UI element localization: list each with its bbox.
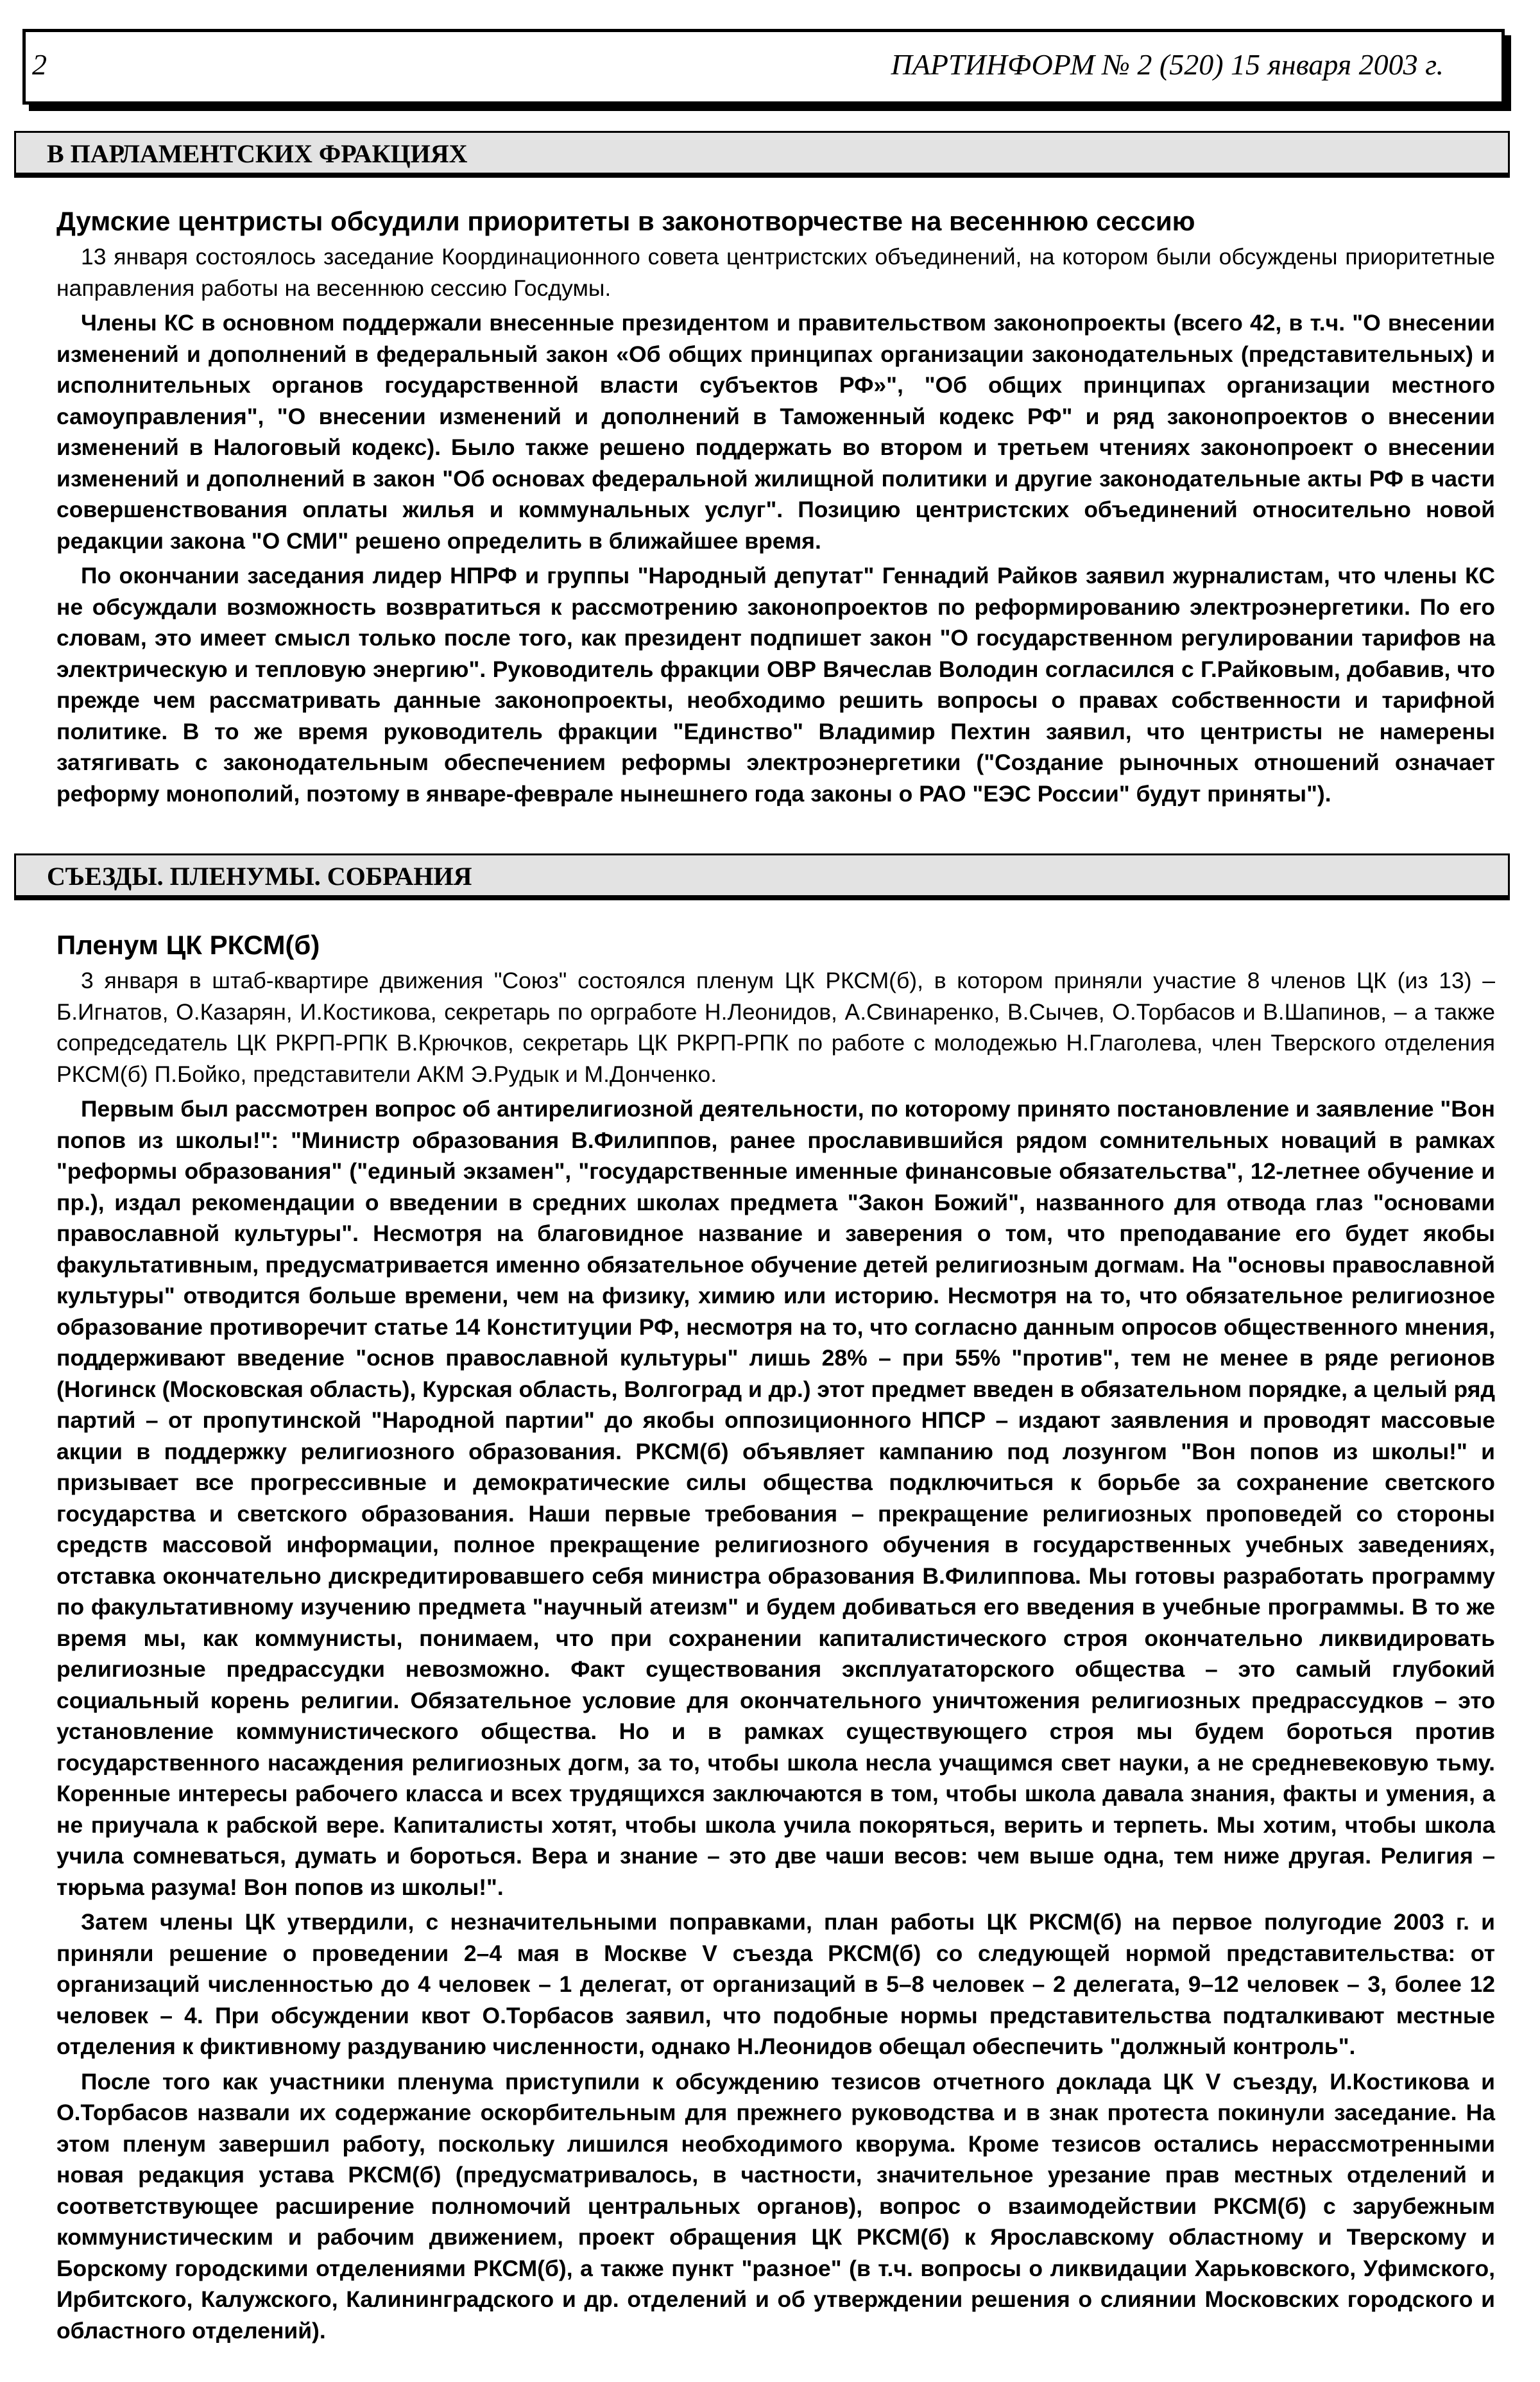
article-paragraph: После того как участники пленума приступили к обсуждению тезисов отчетного доклада ЦК V съезду, И.Костикова и О.Торбасов назвали их содержание оскорбительным для прежнего руководства и в знак протеста покинули заседание. На этом пленум завершил работу, поскольку лишился необходимого кворума. Кроме тезисов остались нерассмотренными новая редакция устава РКСМ(б) (предусматривалось, в частности, значительное урезание прав местных отделений и соответствующее расширение полномочий центральных органов), вопрос о взаимодействии РКСМ(б) с зарубежным коммунистическим и рабочим движением, проект обращения ЦК РКСМ(б) к Ярославскому областному и Тверскому и Борскому городскими отделениями РКСМ(б), а также пункт "разное" (в т.ч. вопросы о ликвидации Харьковского, Уфимского, Ирбитского, Калужского, Калининградского и др. отделений и об утверждении решения о слиянии Московских городского и областного отделений). bbox=[56, 2068, 1495, 2343]
issue-info: ПАРТИНФОРМ № 2 (520) 15 января 2003 г. bbox=[891, 48, 1444, 81]
article bbox=[56, 928, 1495, 2346]
article-headline: Думские центристы обсудили приоритеты в законотворчестве на весеннюю сессию bbox=[56, 206, 1195, 236]
section-heading bbox=[14, 853, 1510, 897]
article-paragraph: По окончании заседания лидер НПРФ и группы "Народный депутат" Геннадий Райков заявил журналистам, что члены КС не обсуждали возможность возвратиться к рассмотрению законопроектов по реформированию электроэнергетики. По его словам, это имеет смысл только после того, как президент подпишет закон "О государственном регулировании тарифов на электрическую и тепловую энергию". Руководитель фракции ОВР Вячеслав Володин согласился с Г.Райковым, добавив, что прежде чем рассматривать данные законопроекты, необходимо решить вопросы о правах собственности и тарифной политике. В то же время руководитель фракции "Единство" Владимир Пехтин заявил, что центристы не намерены затягивать с законодательным обеспечением реформы электроэнергетики ("Создание рыночных отношений означает реформу монополий, поэтому в январе-феврале нынешнего года законы о РАО "ЕЭС России" будут приняты"). bbox=[56, 563, 1495, 807]
page-number: 2 bbox=[32, 48, 47, 81]
page-header bbox=[22, 29, 1505, 105]
article-paragraph: Первым был рассмотрен вопрос об антирелигиозной деятельности, по которому принято постановление и заявление "Вон попов из школы!": "Министр образования В.Филиппов, ранее прославившийся рядом сомнительных новаций в рамках "реформы образования" ("единый экзамен", "государственные именные финансовые обязательства", 12-летнее обучение и пр.), издал рекомендации о введении в средних школах предмета "Закон Божий", названного для отвода глаз "основами православной культуры". Несмотря на благовидное название и заверения о том, что преподавание его будет якобы факультативным, предусматривается именно обязательное обучение детей религиозным догмам. На "основы православной культуры" отводится больше времени, чем на физику, химию или историю. Несмотря на то, что обязательное религиозное образование противоречит статье 14 Конституции РФ, несмотря на то, что согласно данным опросов общественного мнения, поддерживают введение "основ православной культуры" лишь 28% – при 55% "против", тем не менее в ряде регионов (Ногинск (Московская область), Курская область, Волгоград и др.) этот предмет введен в обязательном порядке, а целый ряд партий – от пропутинской "Народной партии" до якобы оппозиционного НПСР – издают заявления и проводят массовые акции в поддержку религиозного образования. РКСМ(б) объявляет кампанию под лозунгом "Вон попов из школы!" и призывает все прогрессивные и демократические силы общества подключиться к борьбе за сохранение светского государства и светского образования. Наши первые требования – прекращение религиозных проповедей со стороны средств массовой информации, полное прекращение религиозного обучения в государственных учебных заведениях, отставка окончательно дискредитировавшего себя министра образования В.Филиппова. Мы готовы разработать программу по факультативному изучению предмета "научный атеизм" и будем добиваться его введения в учебные программы. В то же время мы, как коммунисты, понимаем, что при сохранении капиталистического строя окончательно ликвидировать религиозные предрассудки невозможно. Факт существования эксплуататорского общества – это самый глубокий социальный корень религии. Обязательное условие для окончательного уничтожения религиозных предрассудков – это установление коммунистического общества. Но и в рамках существующего строя мы будем бороться против государственного насаждения религиозных догм, за то, чтобы школа несла учащимся свет науки, а не средневековую тьму. Коренные интересы рабочего класса и всех трудящихся заключаются в том, чтобы школа давала знания, факты и умения, а не приучала к рабской вере. Капиталисты хотят, чтобы школа учила покоряться, верить и терпеть. Мы хотим, чтобы школа учила сомневаться, думать и бороться. Вера и знание – это две чаши весов: чем выше одна, тем ниже другая. Религия – тюрьма разума! Вон попов из школы!". bbox=[56, 1096, 1495, 1900]
section-title: СЪЕЗДЫ. ПЛЕНУМЫ. СОБРАНИЯ bbox=[47, 862, 472, 891]
article-paragraph: 3 января в штаб-квартире движения "Союз" состоялся пленум ЦК РКСМ(б), в котором приняли участие 8 членов ЦК (из 13) – Б.Игнатов, О.Казарян, И.Костикова, секретарь по оргработе Н.Леонидов, А.Свинаренко, В.Сычев, О.Торбасов и В.Шапинов, – а также сопредседатель ЦК РКРП-РПК В.Крючков, секретарь ЦК РКРП-РПК по работе с молодежью Н.Глаголева, член Тверского отделения РКСМ(б) П.Бойко, представители АКМ Э.Рудык и М.Донченко. bbox=[56, 968, 1495, 1087]
article bbox=[56, 204, 1495, 809]
article-headline: Пленум ЦК РКСМ(б) bbox=[56, 930, 320, 960]
article-paragraph: Затем члены ЦК утвердили, с незначительными поправками, план работы ЦК РКСМ(б) на первое полугодие 2003 г. и приняли решение о проведении 2–4 мая в Москве V съезда РКСМ(б) со следующей нормой представительства: от организаций численностью до 4 человек – 1 делегат, от организаций в 5–8 человек – 2 делегата, 9–12 человек – 3, более 12 человек – 4. При обсуждении квот О.Торбасов заявил, что подобные нормы представительства подталкивают местные отделения к фиктивному раздуванию численности, однако Н.Леонидов обещал обеспечить "должный контроль". bbox=[56, 1909, 1495, 2059]
article-paragraph: 13 января состоялось заседание Координационного совета центристских объединений, на котором были обсуждены приоритетные направления работы на весеннюю сессию Госдумы. bbox=[56, 244, 1495, 301]
section-title: В ПАРЛАМЕНТСКИХ ФРАКЦИЯХ bbox=[47, 139, 468, 168]
section-heading bbox=[14, 131, 1510, 175]
article-paragraph: Члены КС в основном поддержали внесенные президентом и правительством законопроекты (всего 42, в т.ч. "О внесении изменений и дополнений в федеральный закон «Об общих принципах организации законодательных (представительных) и исполнительных органов государственной власти субъектов РФ»", "Об общих принципах организации местного самоуправления", "О внесении изменений и дополнений в Таможенный кодекс РФ" и ряд законопроектов о внесении изменений в Налоговый кодекс). Было также решено поддержать во втором и третьем чтениях законопроект о внесении изменений и дополнений в закон "Об основах федеральной жилищной политики и другие законодательные акты РФ в части совершенствования оплаты жилья и коммунальных услуг". Позицию центристских объединений относительно новой редакции закона "О СМИ" решено определить в ближайшее время. bbox=[56, 310, 1495, 554]
